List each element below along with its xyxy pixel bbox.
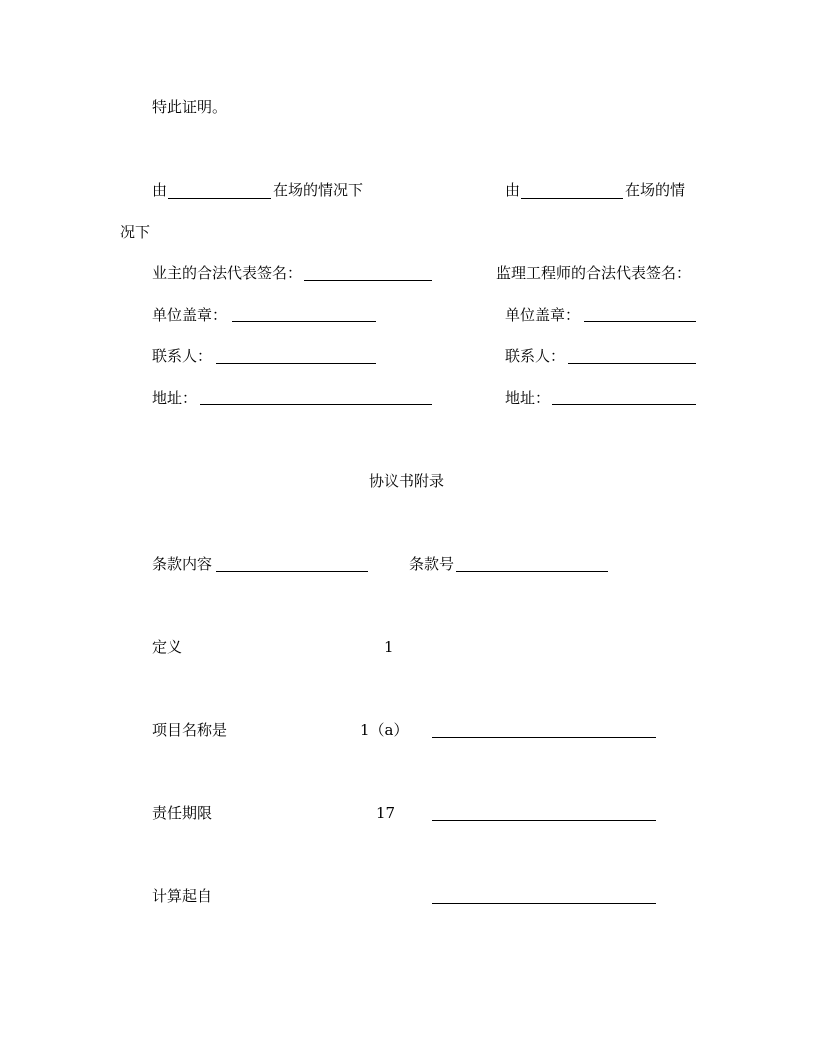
left-by-label: 由 bbox=[152, 181, 168, 199]
right-by-label: 由 bbox=[505, 181, 521, 199]
left-address-blank[interactable] bbox=[200, 404, 432, 405]
clause-no-blank[interactable] bbox=[456, 571, 608, 572]
row-liability-period-label: 责任期限 bbox=[152, 804, 213, 822]
right-contact-label: 联系人： bbox=[505, 347, 566, 365]
owner-rep-label: 业主的合法代表签名： bbox=[152, 264, 303, 282]
row-liability-period-clause: 17 bbox=[376, 804, 396, 822]
row-calc-from-blank[interactable] bbox=[432, 903, 656, 904]
clause-content-blank[interactable] bbox=[216, 571, 368, 572]
left-present-label: 在场的情况下 bbox=[273, 181, 364, 199]
left-seal-blank[interactable] bbox=[232, 321, 376, 322]
row-definition-label: 定义 bbox=[152, 638, 183, 656]
clause-no-label: 条款号 bbox=[409, 555, 455, 573]
row-project-name-blank[interactable] bbox=[432, 737, 656, 738]
left-witness-blank[interactable] bbox=[168, 198, 271, 199]
row-definition-clause: 1 bbox=[384, 638, 394, 656]
right-present-continued: 况下 bbox=[120, 223, 151, 241]
left-seal-label: 单位盖章： bbox=[152, 306, 228, 324]
right-contact-blank[interactable] bbox=[568, 363, 696, 364]
clause-content-label: 条款内容 bbox=[152, 555, 213, 573]
right-address-blank[interactable] bbox=[552, 404, 696, 405]
row-project-name-clause: 1（a） bbox=[360, 721, 409, 739]
left-contact-label: 联系人： bbox=[152, 347, 213, 365]
certify-text: 特此证明。 bbox=[152, 98, 228, 116]
right-address-label: 地址： bbox=[505, 389, 551, 407]
right-seal-blank[interactable] bbox=[584, 321, 696, 322]
right-seal-label: 单位盖章： bbox=[505, 306, 581, 324]
left-address-label: 地址： bbox=[152, 389, 198, 407]
appendix-title: 协议书附录 bbox=[369, 472, 445, 490]
row-project-name-label: 项目名称是 bbox=[152, 721, 228, 739]
left-contact-blank[interactable] bbox=[216, 363, 376, 364]
owner-rep-blank[interactable] bbox=[304, 280, 432, 281]
right-present-label: 在场的情 bbox=[625, 181, 686, 199]
row-calc-from-label: 计算起自 bbox=[152, 887, 213, 905]
row-liability-period-blank[interactable] bbox=[432, 820, 656, 821]
engineer-rep-label: 监理工程师的合法代表签名： bbox=[496, 264, 692, 282]
right-witness-blank[interactable] bbox=[521, 198, 623, 199]
